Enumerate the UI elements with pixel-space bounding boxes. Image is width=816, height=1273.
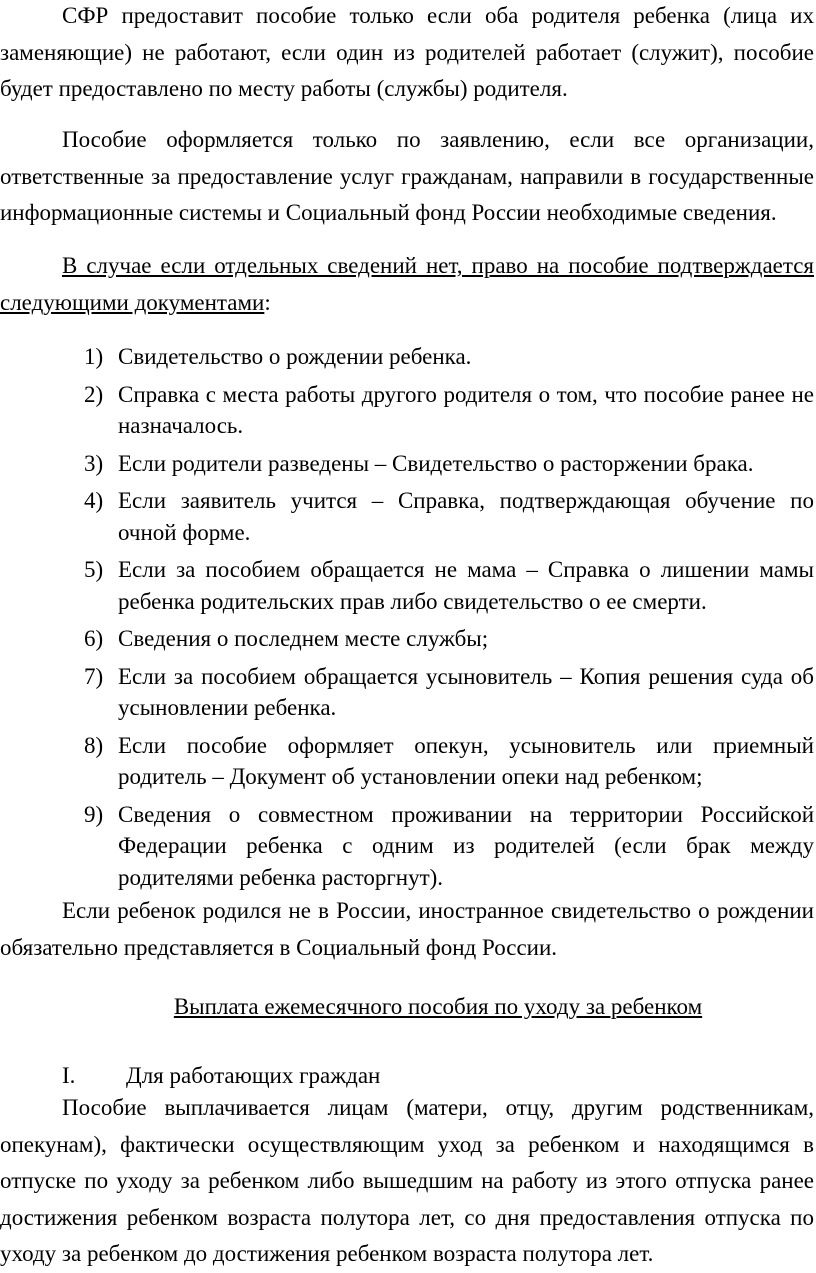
list-item xyxy=(0,379,814,442)
list-item xyxy=(0,485,814,548)
paragraph-foreign-birth: Если ребенок родился не в России, иностранное свидетельство о рождении обязательно представляется в Социальный фонд России. xyxy=(0,898,814,960)
list-item xyxy=(0,661,814,724)
paragraph-sfr-conditions: СФР предоставит пособие только если оба родителя ребенка (лица их заменяющие) не работают, если один из родителей работает (служит), пособие будет предоставлено по месту работы (службы) родителя. xyxy=(0,3,814,101)
section-roman-numeral: I. xyxy=(62,1063,76,1088)
documents-intro-underlined: В случае если отдельных сведений нет, право на пособие подтверждается следующими документами xyxy=(0,253,814,315)
paragraph-application: Пособие оформляется только по заявлению, если все организации, ответственные за предоставление услуг гражданам, направили в государственные информационные системы и Социальный фонд России необходимые сведения. xyxy=(0,127,814,225)
section-title: Для работающих граждан xyxy=(126,1063,381,1088)
list-item xyxy=(0,341,814,373)
paragraph-documents-intro xyxy=(0,248,814,321)
list-item-text: Справка с места работы другого родителя о том, что пособие ранее не назначалось. xyxy=(118,381,814,438)
list-item-text: Если родители разведены – Свидетельство о расторжении брака. xyxy=(118,450,754,476)
heading-monthly-benefit xyxy=(0,989,816,1025)
list-item-text: Сведения о последнем месте службы; xyxy=(118,626,489,651)
list-item-number: 3) xyxy=(84,450,104,476)
list-item-number: 6) xyxy=(84,626,104,651)
list-item-number: 1) xyxy=(84,344,104,369)
list-item xyxy=(0,554,814,617)
list-item-number: 4) xyxy=(84,488,104,513)
documents-intro-colon: : xyxy=(264,289,271,315)
list-item-number: 2) xyxy=(84,381,104,407)
list-item xyxy=(0,799,814,894)
documents-list xyxy=(0,341,814,893)
list-item-number: 8) xyxy=(84,732,104,758)
list-item-text: Если за пособием обращается не мама – Справка о лишении мамы ребенка родительских прав либо свидетельство о ее смерти. xyxy=(118,557,814,614)
list-item-text: Если за пособием обращается усыновитель – Копия решения суда об усыновлении ребенка. xyxy=(118,663,814,720)
list-item xyxy=(0,730,814,793)
list-item-number: 7) xyxy=(84,663,104,689)
list-item-number: 9) xyxy=(84,801,104,827)
list-item xyxy=(0,623,814,655)
list-item-text: Если заявитель учится – Справка, подтверждающая обучение по очной форме. xyxy=(118,488,814,545)
section-heading-working-citizens xyxy=(62,1058,380,1094)
paragraph-benefit-recipients: Пособие выплачивается лицам (матери, отцу, другим родственникам, опекунам), фактически осуществляющим уход за ребенком и находящимся в отпуске по уходу за ребенком либо вышедшим на работу из этого отпуска ранее достижения ребенком возраста полутора лет, со дня предоставления отпуска по уходу за ребенком до достижения ребенком возраста полутора лет. xyxy=(0,1095,814,1266)
list-item xyxy=(0,448,814,480)
list-item-text: Свидетельство о рождении ребенка. xyxy=(118,344,472,369)
heading-monthly-benefit-text: Выплата ежемесячного пособия по уходу за ребенком xyxy=(173,994,703,1019)
list-item-text: Сведения о совместном проживании на территории Российской Федерации ребенка с одним из родителей (если брак между родителями ребенка расторгнут). xyxy=(118,801,814,890)
list-item-text: Если пособие оформляет опекун, усыновитель или приемный родитель – Документ об установлении опеки над ребенком; xyxy=(118,732,814,789)
list-item-number: 5) xyxy=(84,557,104,582)
